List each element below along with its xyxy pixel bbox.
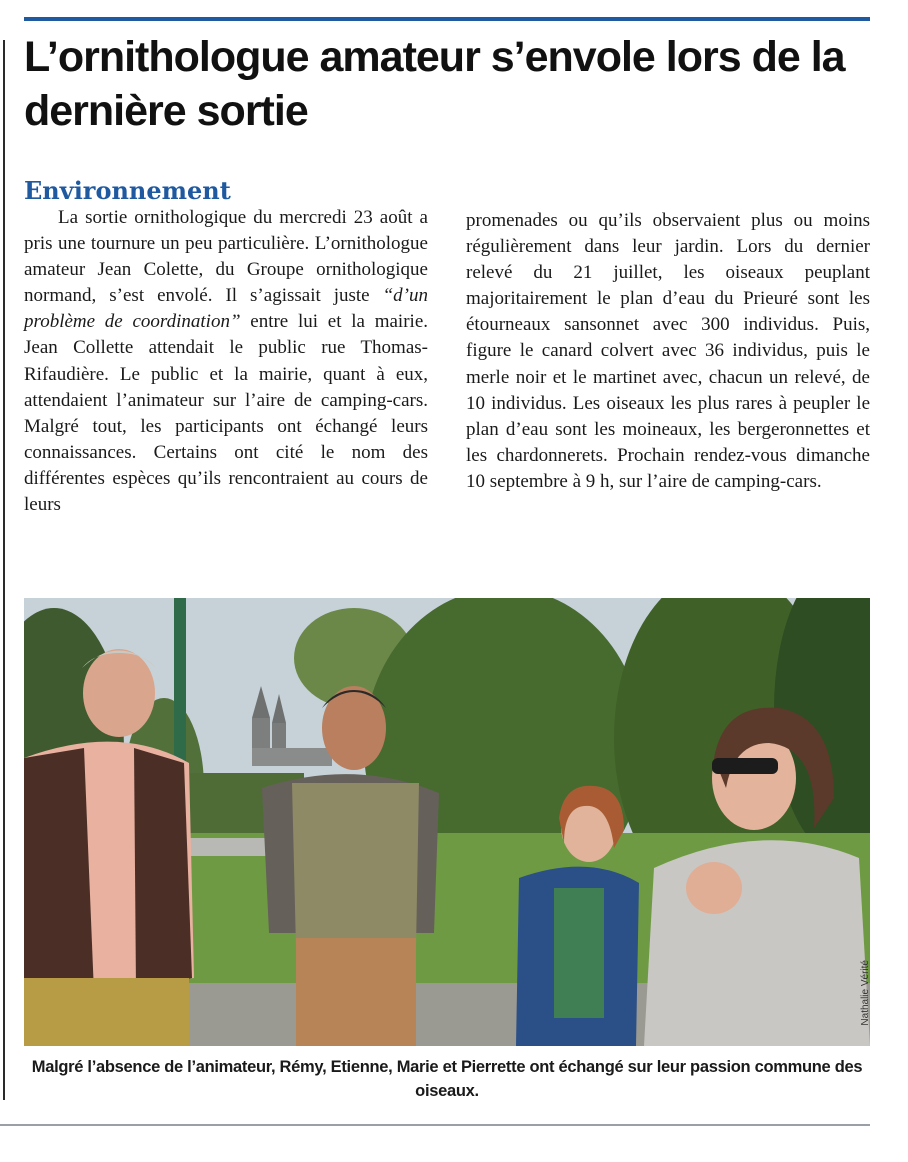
- paragraph-text-before-quote: La sortie ornithologique du mercredi 23 août a pris une tournure un peu particulière. L’ornithologue amateur Jean Colette, du Groupe ornithologique normand, s’est envolé. Il s’agissait juste: [24, 207, 428, 307]
- photo-caption: Malgré l’absence de l’animateur, Rémy, Etienne, Marie et Pierrette ont échangé sur leur passion commune des oiseaux.: [31, 1058, 863, 1100]
- headline: L’ornithologue amateur s’envole lors de la dernière sortie: [24, 33, 845, 135]
- paragraph-quote: “d’un problème de coordination”: [24, 285, 428, 333]
- article-paragraph-continuation: promenades ou qu’ils observaient plus ou moins régulièrement dans leur jardin. Lors du dernier relevé du 21 juillet, les oiseaux peuplant majoritairement le plan d’eau du Prieuré sont les étourneaux sansonnet avec 300 individus. Puis, figure le canard colvert avec 36 individus, puis le merle noir et le martinet avec, chacun un relevé, de 10 individus. Les oiseaux les plus rares à peupler le plan d’eau sont les moineaux, les bergeronnettes et les chardonnerets. Prochain rendez-vous dimanche 10 septembre à 9 h, sur l’aire de camping-cars.: [466, 210, 870, 492]
- group-photo-illustration: [24, 598, 870, 1046]
- bottom-rule: [0, 1124, 870, 1126]
- article-column-2: [466, 208, 870, 495]
- left-column-rule: [3, 40, 5, 1100]
- article-paragraph-1: [24, 205, 428, 518]
- article-column-1: [24, 205, 428, 518]
- top-accent-rule: [24, 17, 870, 21]
- photo-credit: Nathalie Vérité: [860, 960, 871, 1026]
- section-rubric: Environnement: [24, 176, 231, 205]
- article-photo: [24, 598, 870, 1046]
- paragraph-text-after-quote: entre lui et la mairie. Jean Collette attendait le public rue Thomas-Rifaudière. Le public et la mairie, quant à eux, attendaient l’animateur sur l’aire de camping-cars. Malgré tout, les participants ont échangé leurs connaissances. Certains ont cité le nom des différentes espèces qu’ils rencontraient au cours de leurs: [24, 311, 428, 516]
